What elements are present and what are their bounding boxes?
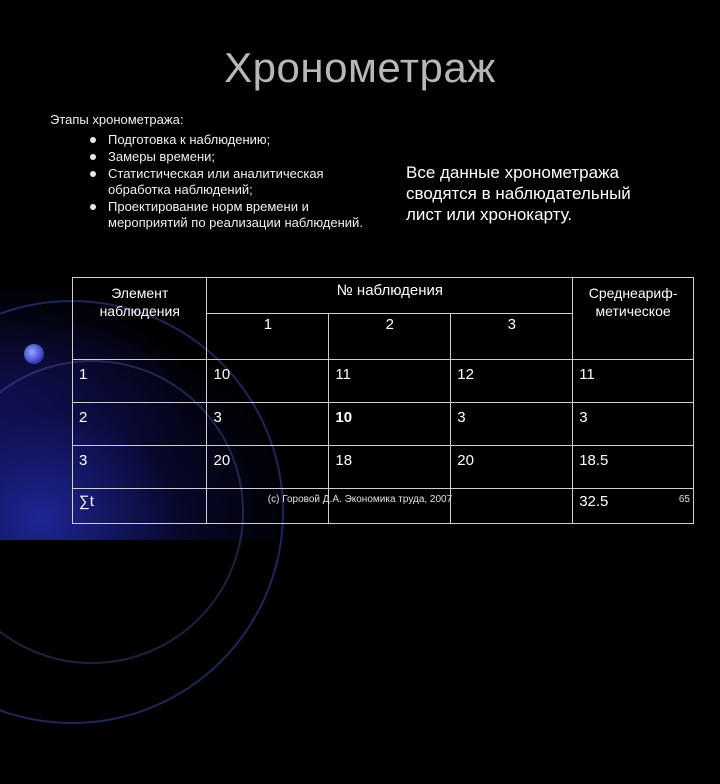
obs-number: 3: [451, 313, 573, 359]
row-average: 3: [573, 403, 694, 446]
row-value: 10: [329, 403, 451, 446]
background-orb: [24, 344, 44, 364]
header-average: Среднеариф-метическое: [573, 278, 694, 360]
stage-item: [50, 149, 370, 165]
row-value: 18: [329, 446, 451, 489]
page-number: 65: [678, 494, 690, 505]
bullet-icon: [90, 154, 96, 160]
stages-heading: Этапы хронометража:: [50, 112, 184, 127]
stages-block: [50, 112, 370, 232]
stage-text: Статистическая или аналитическая обработка наблюдений;: [108, 166, 324, 197]
row-value: 10: [207, 360, 329, 403]
bullet-icon: [90, 171, 96, 177]
row-average: 18.5: [573, 446, 694, 489]
stage-item: [50, 166, 370, 198]
stage-text: Проектирование норм времени и мероприятий по реализации наблюдений.: [108, 199, 363, 230]
row-value: 3: [451, 403, 573, 446]
slide-title: Хронометраж: [224, 44, 496, 91]
stage-item: [50, 199, 370, 231]
stage-text: Подготовка к наблюдению;: [108, 132, 271, 147]
header-observations: № наблюдения: [207, 278, 573, 314]
row-element: 1: [73, 360, 207, 403]
row-element: 2: [73, 403, 207, 446]
obs-number: 1: [207, 313, 329, 359]
observation-table: [72, 277, 694, 524]
row-value: 20: [451, 446, 573, 489]
bullet-icon: [90, 137, 96, 143]
sum-label: ∑t: [73, 489, 207, 524]
stage-text: Замеры времени;: [108, 149, 216, 164]
summary-note: Все данные хронометража сводятся в наблюдательный лист или хронокарту.: [406, 163, 631, 224]
bullet-icon: [90, 204, 96, 210]
row-value: 12: [451, 360, 573, 403]
row-value: 3: [207, 403, 329, 446]
table-row: [73, 360, 694, 403]
row-value: 11: [329, 360, 451, 403]
header-element: Элемент наблюдения: [73, 278, 207, 360]
obs-number: 2: [329, 313, 451, 359]
stage-item: [50, 132, 370, 148]
table-row: [73, 446, 694, 489]
row-value: 20: [207, 446, 329, 489]
table-header-row: [73, 278, 694, 314]
row-average: 11: [573, 360, 694, 403]
sum-average: 32.5: [573, 489, 694, 524]
table-row: [73, 403, 694, 446]
footer-copyright: (c) Горовой Д.А. Экономика труда, 2007: [267, 494, 453, 505]
row-element: 3: [73, 446, 207, 489]
stages-list: [50, 132, 370, 231]
